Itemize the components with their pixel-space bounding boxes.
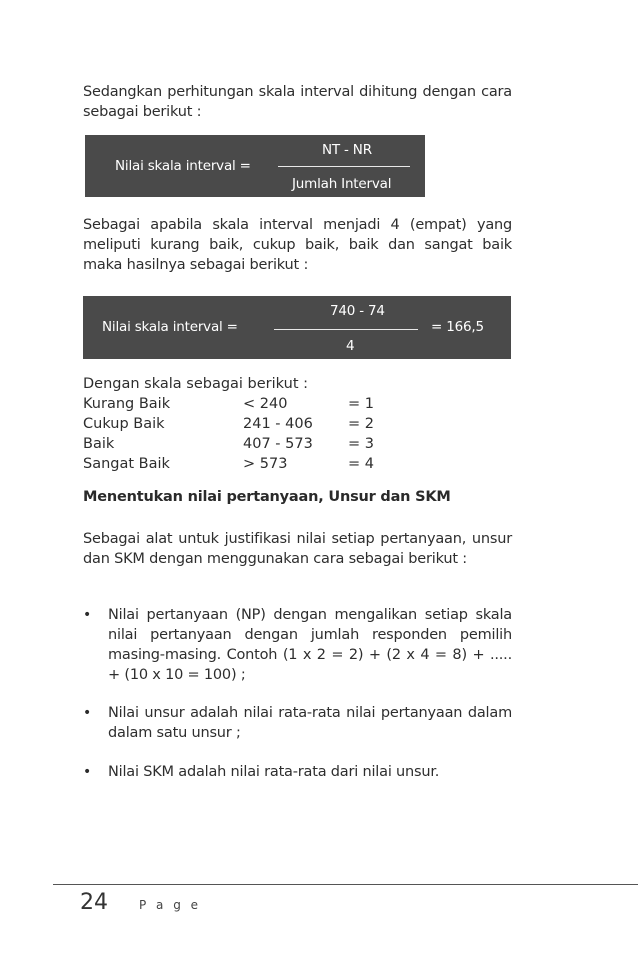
scale-value: = 3 (348, 436, 374, 452)
scale-value: = 1 (348, 396, 374, 412)
intro-paragraph: Sedangkan perhitungan skala interval dihitung dengan cara sebagai berikut : (83, 84, 512, 120)
formula-denominator: Jumlah Interval (292, 176, 392, 192)
fraction-bar (278, 166, 410, 167)
fraction-bar (274, 329, 418, 330)
scale-value: = 4 (348, 456, 374, 472)
scale-name: Baik (83, 436, 115, 452)
bullet-text: Nilai SKM adalah nilai rata-rata dari nilai unsur. (108, 764, 440, 780)
formula-denominator: 4 (346, 338, 355, 354)
section-paragraph: Sebagai alat untuk justifikasi nilai setiap pertanyaan, unsur dan SKM dengan menggunakan cara sebagai berikut : (83, 531, 512, 567)
footer-divider (53, 884, 638, 885)
bullet-marker: • (83, 607, 92, 623)
formula-box-interval (85, 135, 425, 197)
bullet-marker: • (83, 705, 92, 721)
formula-box-calculation (83, 296, 511, 359)
scale-range: 241 - 406 (243, 416, 313, 432)
interval-paragraph: Sebagai apabila skala interval menjadi 4 (empat) yang meliputi kurang baik, cukup baik, baik dan sangat baik maka hasilnya sebagai berikut : (83, 217, 512, 273)
section-heading: Menentukan nilai pertanyaan, Unsur dan SKM (83, 489, 451, 505)
formula-numerator: 740 - 74 (330, 303, 385, 319)
formula-result: = 166,5 (431, 319, 484, 335)
scale-value: = 2 (348, 416, 374, 432)
scale-name: Kurang Baik (83, 396, 171, 412)
bullet-text: Nilai pertanyaan (NP) dengan mengalikan setiap skala nilai pertanyaan dengan jumlah responden pemilih masing-masing. Contoh (1 x 2 = 2) + (2 x 4 = 8) + ..... + (10 x 10 = 100) ; (108, 607, 512, 683)
bullet-text: Nilai unsur adalah nilai rata-rata nilai pertanyaan dalam dalam satu unsur ; (108, 705, 512, 741)
page-label: P a g e (139, 898, 202, 912)
formula-label: Nilai skala interval = (102, 319, 238, 335)
scale-range: > 573 (243, 456, 288, 472)
scale-intro: Dengan skala sebagai berikut : (83, 376, 308, 392)
formula-numerator: NT - NR (322, 142, 372, 158)
scale-range: < 240 (243, 396, 288, 412)
page-number: 24 (80, 890, 108, 915)
scale-range: 407 - 573 (243, 436, 313, 452)
formula-label: Nilai skala interval = (115, 158, 251, 174)
scale-name: Cukup Baik (83, 416, 165, 432)
bullet-marker: • (83, 764, 92, 780)
scale-name: Sangat Baik (83, 456, 170, 472)
